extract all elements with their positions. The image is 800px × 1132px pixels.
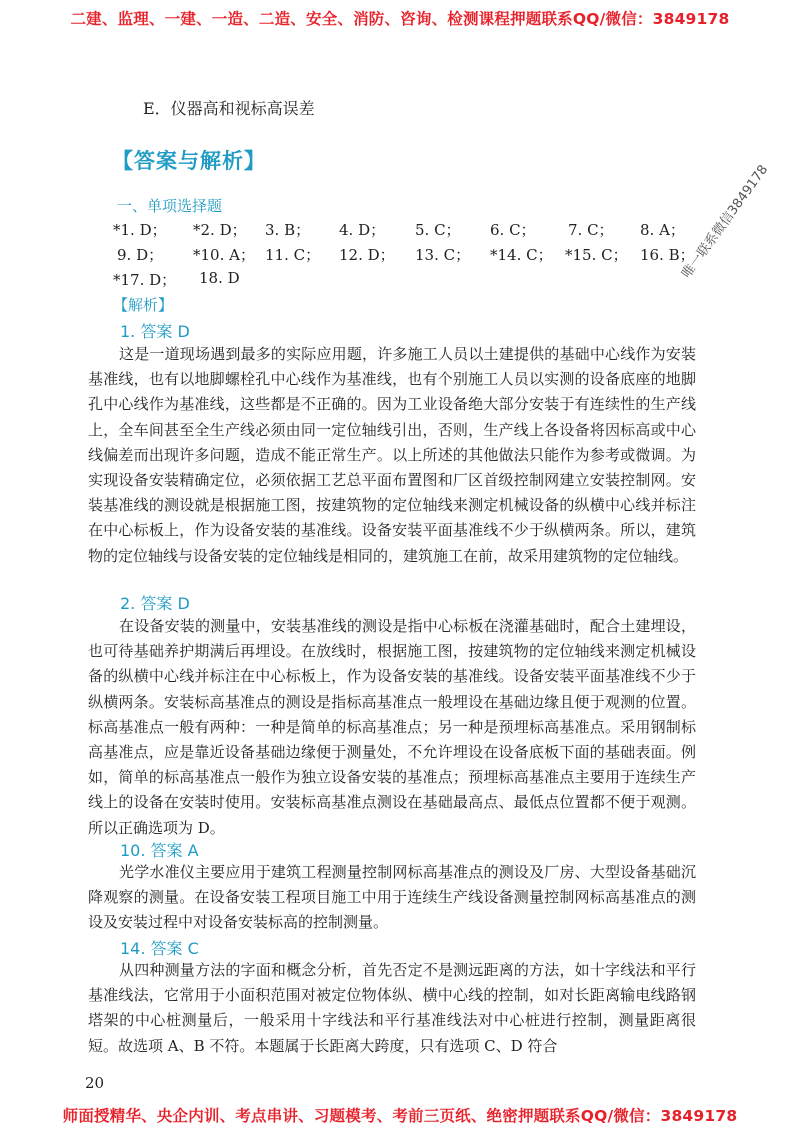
answer-heading-14: 14. 答案 C	[120, 939, 199, 958]
answer-item: *1. D；	[113, 221, 167, 239]
answer-heading-10: 10. 答案 A	[120, 841, 199, 860]
answer-item: 13. C；	[415, 246, 471, 264]
answer-item: 9. D；	[117, 246, 164, 264]
answer-heading-1: 1. 答案 D	[120, 322, 190, 341]
answer-item: 12. D；	[339, 246, 395, 264]
answer-item: 6. C；	[490, 221, 536, 239]
answer-item: *14. C；	[490, 246, 553, 264]
option-e: E．仪器高和视标高误差	[143, 99, 315, 118]
answer-item: 11. C；	[265, 246, 321, 264]
answer-row	[113, 244, 703, 269]
top-banner: 二建、监理、一建、一造、二造、安全、消防、咨询、检测课程押题联系QQ/微信：3849178	[70, 10, 730, 28]
answer-row	[113, 269, 703, 294]
answer-item: 5. C；	[415, 221, 461, 239]
analysis-paragraph-1: 这是一道现场遇到最多的实际应用题，许多施工人员以土建提供的基础中心线作为安装基准线，也有以地脚螺栓孔中心线作为基准线，也有个别施工人员以实测的设备底座的地脚孔中心线作为基准线，这些都是不正确的。因为工业设备绝大部分安装于有连续性的生产线上，全车间甚至全生产线必须由同一定位轴线引出，否则，生产线上各设备将因标高或中心线偏差而出现许多问题，造成不能正常生产。以上所述的其他做法只能作为参考或微调。为实现设备安装精确定位，必须依据工艺总平面布置图和厂区首级控制网建立安装控制网。安装基准线的测设就是根据施工图，按建筑物的定位轴线来测定机械设备的纵横中心线并标注在中心标板上，作为设备安装的基准线。设备安装平面基准线不少于纵横两条。所以，建筑物的定位轴线与设备安装的定位轴线是相同的，建筑施工在前，故采用建筑物的定位轴线。	[88, 345, 696, 565]
page-number: 20	[85, 1074, 105, 1092]
analysis-paragraph-14: 从四种测量方法的字面和概念分析，首先否定不是测远距离的方法，如十字线法和平行基准线法，它常用于小面积范围对被定位物体纵、横中心线的控制，如对长距离输电线路钢塔架的中心桩测量后，一般采用十字线法和平行基准线法对中心桩进行控制，测量距离很短。故选项 A、B 不符。本题属于长距离大跨度，只有选项 C、D 符合	[88, 961, 696, 1055]
answer-list	[113, 219, 703, 294]
answer-item: *17. D；	[113, 271, 177, 289]
section-title: 【答案与解析】	[112, 148, 266, 173]
answer-item: 4. D；	[339, 221, 386, 239]
answer-heading-2: 2. 答案 D	[120, 594, 190, 613]
analysis-label: 【解析】	[113, 296, 174, 314]
bottom-banner: 师面授精华、央企内训、考点串讲、习题模考、考前三页纸、绝密押题联系QQ/微信：3849178	[62, 1107, 738, 1125]
subhead-single-choice: 一、单项选择题	[117, 197, 223, 215]
analysis-paragraph-10: 光学水准仪主要应用于建筑工程测量控制网标高基准点的测设及厂房、大型设备基础沉降观察的测量。在设备安装工程项目施工中用于连续生产线设备测量控制网标高基准点的测设及安装过程中对设备安装标高的控制测量。	[88, 863, 696, 932]
answer-item: 18. D	[199, 269, 240, 287]
answer-item: 3. B；	[265, 221, 311, 239]
answer-row	[113, 219, 703, 244]
analysis-paragraph-2: 在设备安装的测量中，安装基准线的测设是指中心标板在浇灌基础时，配合土建埋设，也可待基础养护期满后再埋设。在放线时，根据施工图，按建筑物的定位轴线来测定机械设备的纵横中心线并标注在中心标板上，作为设备安装的基准线。设备安装平面基准线不少于纵横两条。安装标高基准点的测设是指标高基准点一般埋设在基础边缘且便于观测的位置。标高基准点一般有两种：一种是简单的标高基准点；另一种是预埋标高基准点。采用钢制标高基准点，应是靠近设备基础边缘便于测量处，不允许埋设在设备底板下面的基础表面。例如，简单的标高基准点一般作为独立设备安装的基准点；预埋标高基准点主要用于连续生产线上的设备在安装时使用。安装标高基准点测设在基础最高点、最低点位置都不便于观测。所以正确选项为 D。	[88, 617, 696, 837]
answer-item: 16. B；	[640, 246, 695, 264]
answer-item: 7. C；	[568, 221, 614, 239]
answer-item: *15. C；	[565, 246, 628, 264]
answer-item: *2. D；	[193, 221, 247, 239]
side-watermark: 唯一联系微信3849178	[679, 162, 772, 282]
answer-item: *10. A；	[193, 246, 255, 264]
answer-item: 8. A；	[640, 221, 685, 239]
